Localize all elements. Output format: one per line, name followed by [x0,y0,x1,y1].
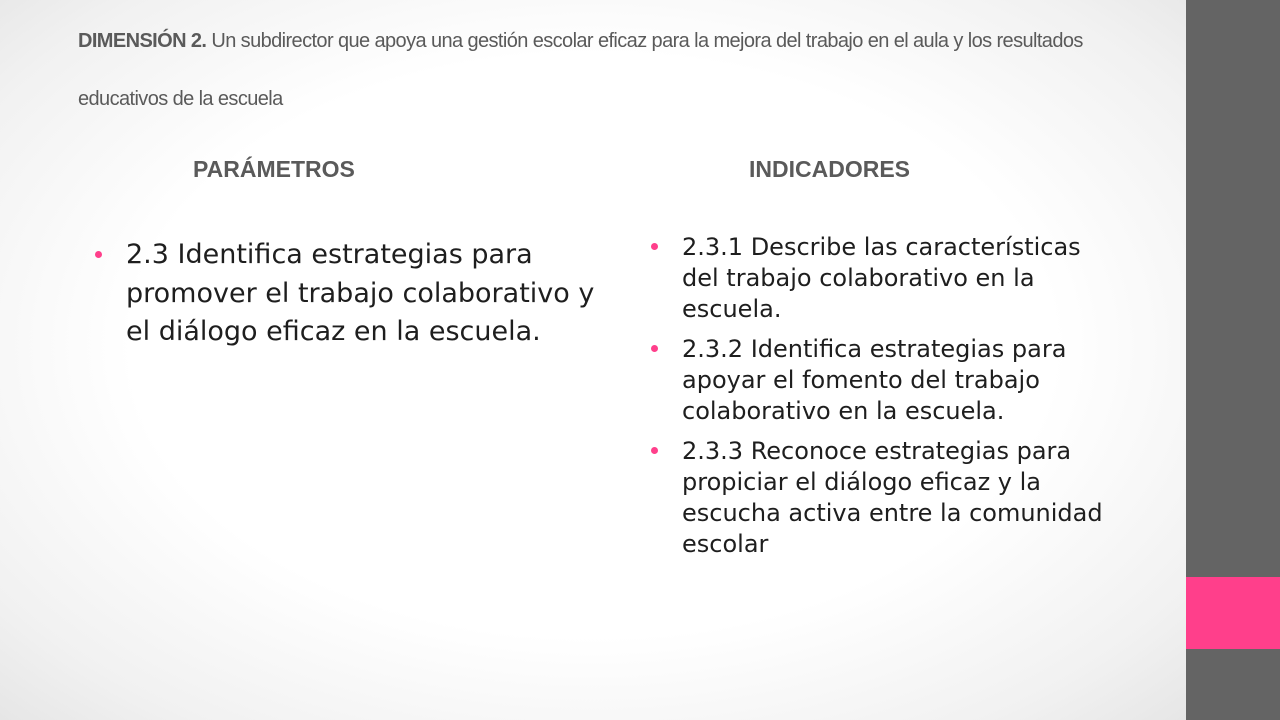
indicator-text: 2.3.2 Identifica estrategias para apoyar el fomento del trabajo colaborativo en la escuela. [682,335,1067,425]
parameter-item [126,236,596,352]
bullet-dot-icon [651,243,658,250]
parameter-text: 2.3 Identifica estrategias para promover el trabajo colaborativo y el diálogo eficaz en la escuela. [126,239,595,347]
bullet-dot-icon [95,251,102,258]
indicator-text: 2.3.1 Describe las características del trabajo colaborativo en la escuela. [682,233,1081,323]
indicator-item [682,334,1122,427]
indicators-title: INDICADORES [749,156,911,182]
indicator-text: 2.3.3 Reconoce estrategias para propiciar el diálogo eficaz y la escucha activa entre la comunidad escolar [682,437,1103,558]
bullet-dot-icon [651,345,658,352]
side-accent-block [1186,577,1280,649]
dimension-label: DIMENSIÓN 2. [78,30,207,52]
indicators-list [682,232,1122,569]
indicator-item [682,436,1122,560]
dimension-description: Un subdirector que apoya una gestión escolar eficaz para la mejora del trabajo en el aula y los resultados educativos de la escuela [78,30,1083,110]
parameters-list [126,236,596,352]
slide-heading [78,12,1118,128]
indicator-item [682,232,1122,325]
parameters-title: PARÁMETROS [193,156,355,182]
bullet-dot-icon [651,447,658,454]
